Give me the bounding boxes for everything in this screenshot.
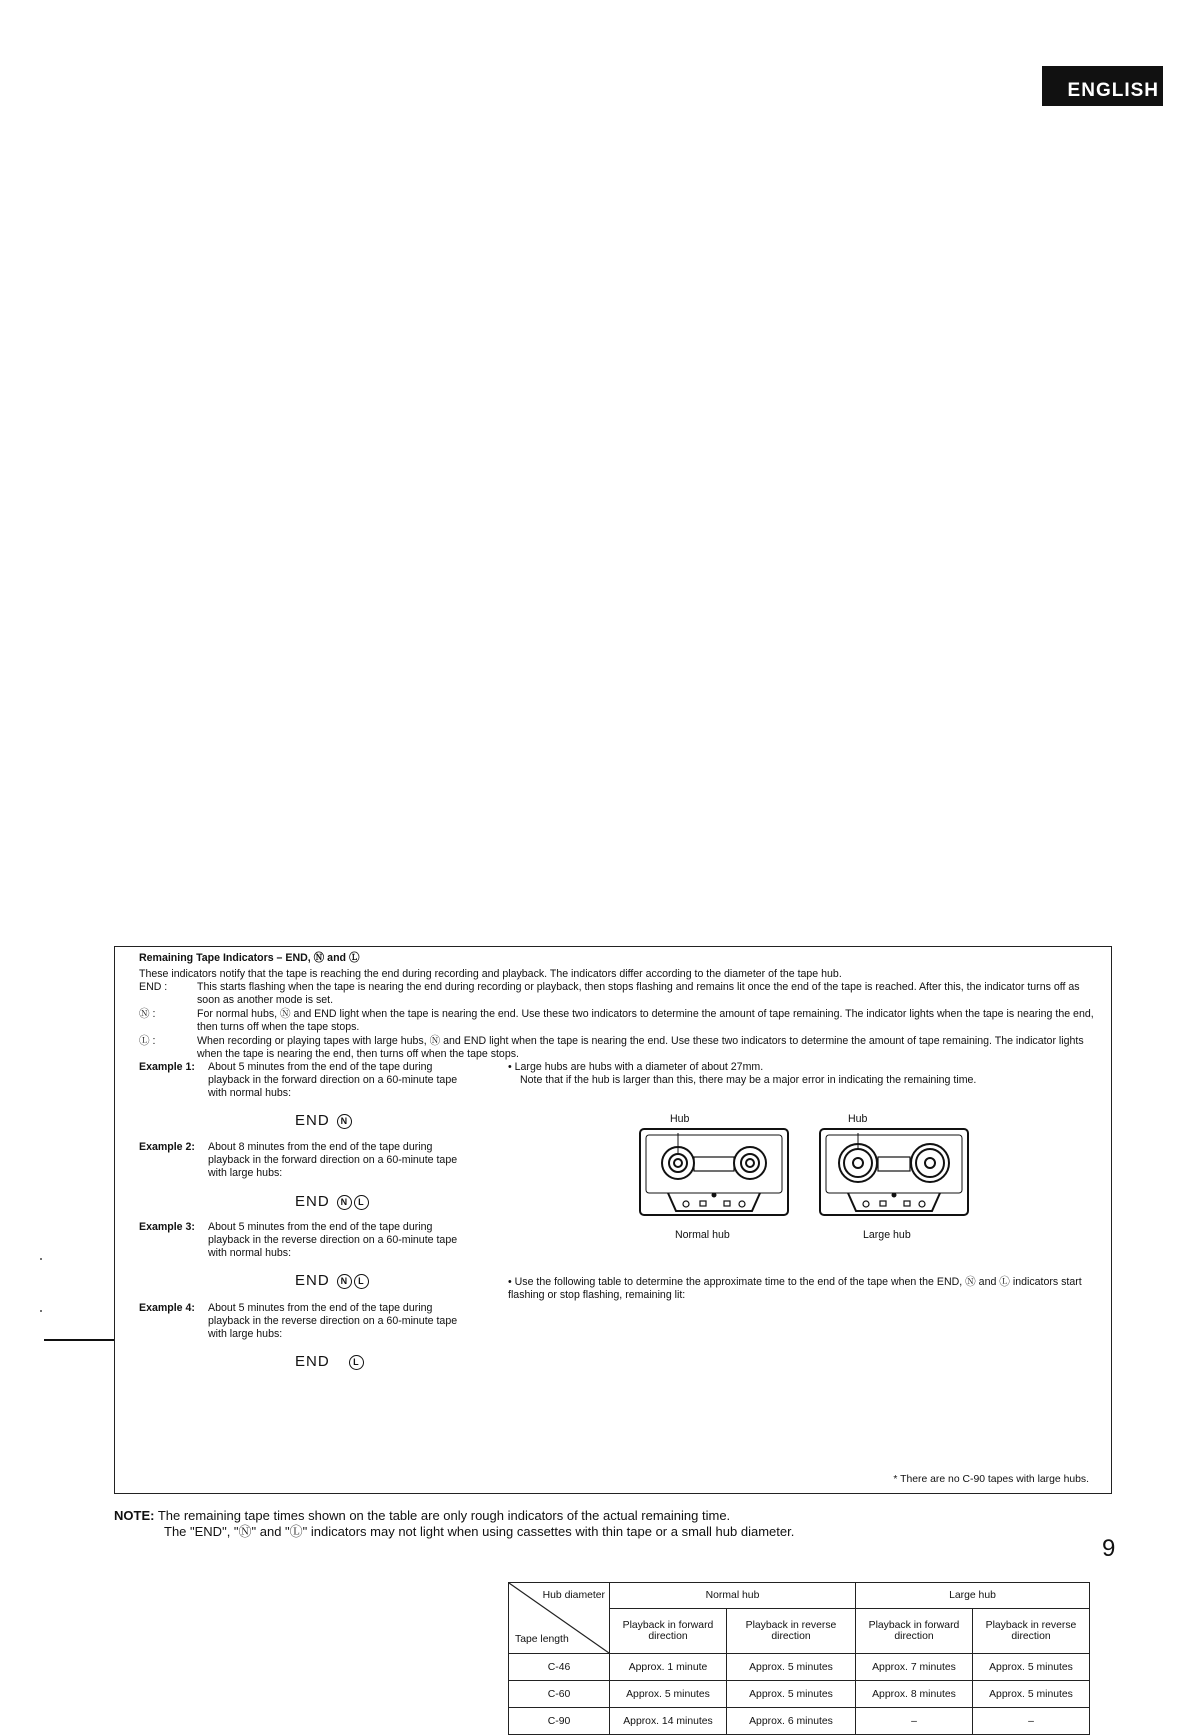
example-3-label: Example 3:: [139, 1221, 195, 1233]
page-number: 9: [1102, 1535, 1116, 1562]
end-indicator: END: [295, 1112, 330, 1129]
definition-n: For normal hubs, Ⓝ and END light when the tape is nearing the end. Use these two indicators to determine the amount of tape remaining. The indicator lights when the tape is nearing the end, then turns off when the tape stops.: [197, 1008, 1094, 1033]
sub-header: Playback in forward direction: [856, 1609, 973, 1654]
sub-header: Playback in reverse direction: [973, 1609, 1090, 1654]
large-hub-cassette-illustration: [818, 1127, 970, 1219]
time-cell: Approx. 6 minutes: [727, 1708, 856, 1735]
example-3-text: About 5 minutes from the end of the tape during playback in the reverse direction on a 60-minute tape with normal hubs:: [208, 1221, 458, 1259]
corner-top-label: Hub diameter: [542, 1590, 605, 1601]
side-rule: [44, 1339, 114, 1341]
large-hub-caption: Large hub: [863, 1229, 911, 1241]
hub-label-large: Hub: [848, 1113, 868, 1125]
table-footnote: * There are no C-90 tapes with large hubs.: [893, 1474, 1089, 1485]
definition-end: This starts flashing when the tape is nearing the end during recording or playback, then stops flashing and remains lit once the end of the tape is reached. After this, the indicator turns off as soon as another mode is set.: [197, 981, 1080, 1006]
example-2-label: Example 2:: [139, 1141, 195, 1153]
hub-label-normal: Hub: [670, 1113, 690, 1125]
language-tab: [1042, 66, 1163, 106]
normal-hub-cassette-illustration: [638, 1127, 790, 1219]
normal-hub-caption: Normal hub: [675, 1229, 730, 1241]
group-header-normal: Normal hub: [610, 1583, 856, 1609]
definition-key-end: END :: [139, 981, 168, 993]
n-indicator-icon: N: [337, 1114, 352, 1129]
group-header-large: Large hub: [856, 1583, 1090, 1609]
time-cell: Approx. 1 minute: [610, 1654, 727, 1681]
example-1-display: [295, 1112, 352, 1129]
stray-mark: [40, 1258, 42, 1260]
time-cell: Approx. 5 minutes: [610, 1681, 727, 1708]
time-cell: Approx. 14 minutes: [610, 1708, 727, 1735]
tape-length-cell: C-60: [509, 1681, 610, 1708]
time-cell: Approx. 5 minutes: [727, 1654, 856, 1681]
definition-l: When recording or playing tapes with large hubs, Ⓝ and END light when the tape is nearing the end. Use these two indicators to determine the amount of tape remaining. The indicator lights when the tape is nearing the end, then turns off when the tape stops.: [197, 1035, 1084, 1060]
table-corner-cell: [509, 1583, 610, 1654]
remaining-time-table: [508, 1582, 1090, 1735]
example-2-text: About 8 minutes from the end of the tape during playback in the forward direction on a 60-minute tape with large hubs:: [208, 1141, 458, 1179]
time-cell: –: [856, 1708, 973, 1735]
n-indicator-icon: N: [337, 1195, 352, 1210]
l-indicator-icon: L: [354, 1195, 369, 1210]
time-cell: Approx. 5 minutes: [727, 1681, 856, 1708]
tape-length-cell: C-90: [509, 1708, 610, 1735]
definition-key-n: Ⓝ :: [139, 1008, 156, 1020]
example-1-text: About 5 minutes from the end of the tape during playback in the forward direction on a 60-minute tape with normal hubs:: [208, 1061, 458, 1099]
example-3-display: [295, 1272, 369, 1289]
n-indicator-icon: N: [337, 1274, 352, 1289]
note-label: NOTE:: [114, 1508, 155, 1523]
sub-header: Playback in reverse direction: [727, 1609, 856, 1654]
stray-mark: [40, 1310, 42, 1312]
large-hub-bullet: • Large hubs are hubs with a diameter of about 27mm.: [508, 1061, 764, 1073]
time-cell: –: [973, 1708, 1090, 1735]
end-indicator: END: [295, 1353, 330, 1370]
table-row: [509, 1708, 1090, 1735]
note-line-2: The "END", "Ⓝ" and "Ⓛ" indicators may not light when using cassettes with thin tape or a small hub diameter.: [164, 1524, 795, 1539]
example-1-label: Example 1:: [139, 1061, 195, 1073]
example-4-text: About 5 minutes from the end of the tape during playback in the reverse direction on a 60-minute tape with large hubs:: [208, 1302, 458, 1340]
time-cell: Approx. 8 minutes: [856, 1681, 973, 1708]
time-cell: Approx. 5 minutes: [973, 1654, 1090, 1681]
time-cell: Approx. 7 minutes: [856, 1654, 973, 1681]
sub-header: Playback in forward direction: [610, 1609, 727, 1654]
l-indicator-icon: L: [349, 1355, 364, 1370]
section-heading: Remaining Tape Indicators – END, Ⓝ and Ⓛ: [139, 952, 360, 964]
table-row: [509, 1654, 1090, 1681]
time-cell: Approx. 5 minutes: [973, 1681, 1090, 1708]
l-indicator-icon: L: [354, 1274, 369, 1289]
large-hub-note: Note that if the hub is larger than this, there may be a major error in indicating the remaining time.: [520, 1074, 977, 1086]
example-2-display: [295, 1193, 369, 1210]
section-intro: These indicators notify that the tape is reaching the end during recording and playback. The indicators differ according to the diameter of the tape hub.: [139, 968, 842, 980]
tape-length-cell: C-46: [509, 1654, 610, 1681]
end-indicator: END: [295, 1193, 330, 1210]
language-tab-label: ENGLISH: [1067, 80, 1159, 101]
example-4-display: [295, 1353, 364, 1370]
corner-bottom-label: Tape length: [515, 1634, 569, 1645]
table-row: [509, 1681, 1090, 1708]
note-line-1: The remaining tape times shown on the table are only rough indicators of the actual remaining time.: [157, 1508, 731, 1523]
page-note: [114, 1508, 794, 1540]
example-4-label: Example 4:: [139, 1302, 195, 1314]
definition-key-l: Ⓛ :: [139, 1035, 156, 1047]
end-indicator: END: [295, 1272, 330, 1289]
table-intro: • Use the following table to determine the approximate time to the end of the tape when the END, Ⓝ and Ⓛ indicators start flashing or stop flashing, remaining lit:: [508, 1276, 1082, 1301]
